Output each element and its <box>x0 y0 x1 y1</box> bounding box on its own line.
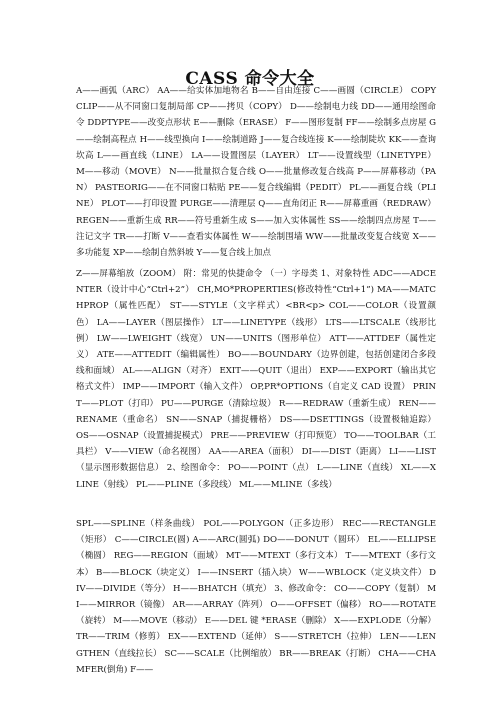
paragraph-cass-commands: A——画弧（ARC） AA——给实体加地物名 B——自由连接 C——画圆（CIRCLE） COPYCLIP——从不同窗口复制局部 CP——拷贝（COPY） D——绘制电力线 DD——通用绘图命令 DDPTYPE——改变点形状 E——删除（ERASE） F——图形复制 FF——绘制多点房屋 G——绘制高程点 H——线型换向 I——绘制道路 J——复合线连接 K——绘制陡坎 KK——查询坎高 L——画直线（LINE） LA——设置图层（LAYER） LT——设置线型（LINETYPE） M——移动（MOVE） N——批量拟合复合线 O——批量修改复合线高 P——屏幕移动（PAN） PASTEORIG——在不同窗口粘贴 PE——复合线编辑（PEDIT） PL——画复合线（PLINE） PLOT——打印设置 PURGE——清理层 Q——直角闭正 R——屏幕重画（REDRAW） REGEN——重新生成 RR——符号重新生成 S——加入实体属性 SS——绘制四点房屋 T——注记文字 TR——打断 V——查看实体属性 W——绘制围墙 WW——批量改变复合线宽 X——多功能复 XP——绘制自然斜坡 Y——复合线上加点 <box>76 86 436 259</box>
paragraph-draw-modify-commands: SPL——SPLINE（样条曲线） POL——POLYGON（正多边形） REC——RECTANGLE（矩形） C——CIRCLE(圆) A——ARC(圆弧) DO——DONUT（圆环） EL——ELLIPSE（椭圆） REG——REGION（面域） MT——MTEXT（多行文本） T——MTEXT（多行文本） B——BLOCK（块定义） I——INSERT（插入块） W——WBLOCK（定义块文件） DIV——DIVIDE（等分） H——BHATCH（填充） 3、修改命令： CO——COPY（复制） MI——MIRROR（镜像） AR——ARRAY（阵列） O——OFFSET（偏移） RO——ROTATE（旋转） M——MOVE（移动） E——DEL 键 *ERASE（删除） X——EXPLODE（分解） TR——TRIM（修剪） EX——EXTEND（延伸） S——STRETCH（拉伸） LEN——LENGTHEN（直线拉长） SC——SCALE（比例缩放） BR——BREAK（打断） CHA——CHAMFER(倒角) F—— <box>76 519 436 675</box>
document-title: CASS 命令大全 <box>185 69 315 89</box>
paragraph-shortcut-commands: Z——屏幕缩放（ZOOM） 附：常见的快捷命令 （一）字母类 1、对象特性 ADC——ADCENTER（设计中心“Ctrl+2”） CH,MO*PROPERTIES(修改特性“Ctrl+1”) MA——MATCHPROP（属性匹配） ST——STYLE（文字样式）<BR<p> COL——COLOR（设置颜色） LA——LAYER（图层操作） LT——LINETYPE（线形） LTS——LTSCALE（线形比例） LW——LWEIGHT（线宽） UN——UNITS（图形单位） ATT——ATTDEF（属性定义） ATE——ATTEDIT（编辑属性） BO——BOUNDARY（边界创建，包括创建闭合多段线和面域） AL——ALIGN（对齐） EXIT——QUIT（退出） EXP——EXPORT（输出其它格式文件） IMP——IMPORT（输入文件） OP,PR*OPTIONS（自定义 CAD 设置） PRINT——PLOT（打印） PU——PURGE（清除垃圾） R——REDRAW（重新生成） REN——RENAME（重命名） SN——SNAP（捕捉栅格） DS——DSETTINGS（设置极轴追踪） OS——OSNAP（设置捕捉模式） PRE——PREVIEW（打印预览） TO——TOOLBAR（工具栏） V——VIEW（命名视图） AA——AREA（面积） DI——DIST（距离） LI——LIST（显示图形数据信息） 2、绘图命令： PO——POINT（点） L——LINE（直线） XL——XLINE（射线） PL——PLINE（多段线） ML——MLINE（多线） <box>76 269 436 490</box>
